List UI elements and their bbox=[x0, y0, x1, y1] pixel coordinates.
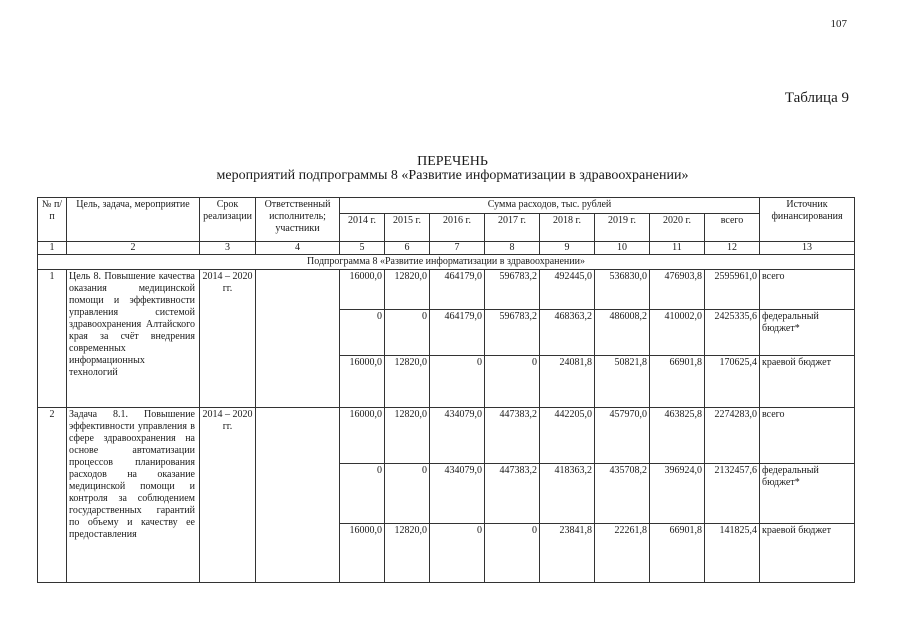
finance-value: 0 bbox=[485, 356, 540, 408]
finance-value: 536830,0 bbox=[595, 270, 650, 310]
finance-value: 2595961,0 bbox=[705, 270, 760, 310]
finance-value: 12820,0 bbox=[385, 408, 430, 464]
column-number-3: 3 bbox=[200, 242, 256, 255]
column-number-13: 13 bbox=[760, 242, 855, 255]
header-year-1: 2014 г. bbox=[340, 214, 385, 242]
finance-value: 50821,8 bbox=[595, 356, 650, 408]
finance-value: 434079,0 bbox=[430, 464, 485, 524]
document-subtitle: мероприятий подпрограммы 8 «Развитие информатизации в здравоохранении» bbox=[216, 168, 689, 183]
finance-value: 0 bbox=[485, 524, 540, 583]
finance-value: 12820,0 bbox=[385, 524, 430, 583]
finance-value: 396924,0 bbox=[650, 464, 705, 524]
header-year-5: 2018 г. bbox=[540, 214, 595, 242]
header-year-3: 2016 г. bbox=[430, 214, 485, 242]
finance-value: 23841,8 bbox=[540, 524, 595, 583]
header-year-7: 2020 г. bbox=[650, 214, 705, 242]
finance-value: 141825,4 bbox=[705, 524, 760, 583]
column-number-5: 5 bbox=[340, 242, 385, 255]
column-number-11: 11 bbox=[650, 242, 705, 255]
table-row bbox=[38, 270, 855, 310]
column-number-4: 4 bbox=[256, 242, 340, 255]
finance-value: 24081,8 bbox=[540, 356, 595, 408]
finance-value: 66901,8 bbox=[650, 524, 705, 583]
finance-value: 0 bbox=[340, 310, 385, 356]
finance-value: 457970,0 bbox=[595, 408, 650, 464]
column-number-12: 12 bbox=[705, 242, 760, 255]
finance-value: 486008,2 bbox=[595, 310, 650, 356]
finance-value: 2132457,6 bbox=[705, 464, 760, 524]
finance-value: 0 bbox=[430, 356, 485, 408]
finance-value: 0 bbox=[340, 464, 385, 524]
finance-source: краевой бюджет bbox=[760, 524, 855, 583]
finance-value: 464179,0 bbox=[430, 270, 485, 310]
finance-value: 463825,8 bbox=[650, 408, 705, 464]
finance-value: 16000,0 bbox=[340, 408, 385, 464]
finance-value: 492445,0 bbox=[540, 270, 595, 310]
finance-source: федеральный бюджет* bbox=[760, 464, 855, 524]
header-term: Срок реализации bbox=[200, 198, 256, 242]
finance-value: 418363,2 bbox=[540, 464, 595, 524]
column-number-9: 9 bbox=[540, 242, 595, 255]
finance-value: 12820,0 bbox=[385, 270, 430, 310]
header-goal: Цель, задача, мероприятие bbox=[67, 198, 200, 242]
finance-source: краевой бюджет bbox=[760, 356, 855, 408]
table-label: Таблица 9 bbox=[784, 90, 849, 106]
row-responsible bbox=[256, 270, 340, 408]
header-sum: Сумма расходов, тыс. рублей bbox=[340, 198, 760, 214]
header-year-8: всего bbox=[705, 214, 760, 242]
row-responsible bbox=[256, 408, 340, 583]
header-year-4: 2017 г. bbox=[485, 214, 540, 242]
column-number-6: 6 bbox=[385, 242, 430, 255]
finance-value: 16000,0 bbox=[340, 356, 385, 408]
finance-value: 468363,2 bbox=[540, 310, 595, 356]
finance-value: 434079,0 bbox=[430, 408, 485, 464]
header-source: Источник финансирования bbox=[760, 198, 855, 242]
finance-value: 2425335,6 bbox=[705, 310, 760, 356]
row-number: 1 bbox=[38, 270, 67, 408]
finance-value: 12820,0 bbox=[385, 356, 430, 408]
finance-value: 0 bbox=[385, 310, 430, 356]
column-number-1: 1 bbox=[38, 242, 67, 255]
finance-value: 447383,2 bbox=[485, 408, 540, 464]
finance-value: 0 bbox=[430, 524, 485, 583]
finance-value: 66901,8 bbox=[650, 356, 705, 408]
column-number-10: 10 bbox=[595, 242, 650, 255]
finance-value: 170625,4 bbox=[705, 356, 760, 408]
finance-value: 476903,8 bbox=[650, 270, 705, 310]
finance-value: 16000,0 bbox=[340, 270, 385, 310]
finance-value: 596783,2 bbox=[485, 270, 540, 310]
finance-value: 442205,0 bbox=[540, 408, 595, 464]
row-goal: Задача 8.1. Повышение эффективности управления в сфере здравоохранения на основе автоматизации процессов планирования расходов на оказание медицинской помощи и контроля за соблюдением государственных гарантий по объему и качеству ее предоставления bbox=[67, 408, 200, 583]
finance-value: 22261,8 bbox=[595, 524, 650, 583]
finance-source: всего bbox=[760, 270, 855, 310]
row-goal: Цель 8. Повышение качества оказания медицинской помощи и эффективности управления системой здравоохранения Алтайского края за счёт внедрения современных информационных технологий bbox=[67, 270, 200, 408]
column-number-2: 2 bbox=[67, 242, 200, 255]
table-row bbox=[38, 408, 855, 464]
column-number-8: 8 bbox=[485, 242, 540, 255]
row-term: 2014 – 2020 гг. bbox=[200, 270, 256, 408]
finance-value: 0 bbox=[385, 464, 430, 524]
header-year-2: 2015 г. bbox=[385, 214, 430, 242]
finance-value: 2274283,0 bbox=[705, 408, 760, 464]
subprogram-row: Подпрограмма 8 «Развитие информатизации в здравоохранении» bbox=[38, 255, 855, 270]
document-title: ПЕРЕЧЕНЬ bbox=[417, 154, 488, 169]
row-number: 2 bbox=[38, 408, 67, 583]
finance-value: 16000,0 bbox=[340, 524, 385, 583]
column-number-7: 7 bbox=[430, 242, 485, 255]
finance-source: федеральный бюджет* bbox=[760, 310, 855, 356]
measures-table bbox=[37, 197, 855, 583]
finance-value: 410002,0 bbox=[650, 310, 705, 356]
finance-value: 447383,2 bbox=[485, 464, 540, 524]
row-term: 2014 – 2020 гг. bbox=[200, 408, 256, 583]
header-no: № п/п bbox=[38, 198, 67, 242]
header-year-6: 2019 г. bbox=[595, 214, 650, 242]
page-number: 107 bbox=[830, 18, 847, 30]
finance-value: 435708,2 bbox=[595, 464, 650, 524]
finance-value: 596783,2 bbox=[485, 310, 540, 356]
finance-source: всего bbox=[760, 408, 855, 464]
header-responsible: Ответственный исполнитель; участники bbox=[256, 198, 340, 242]
finance-value: 464179,0 bbox=[430, 310, 485, 356]
